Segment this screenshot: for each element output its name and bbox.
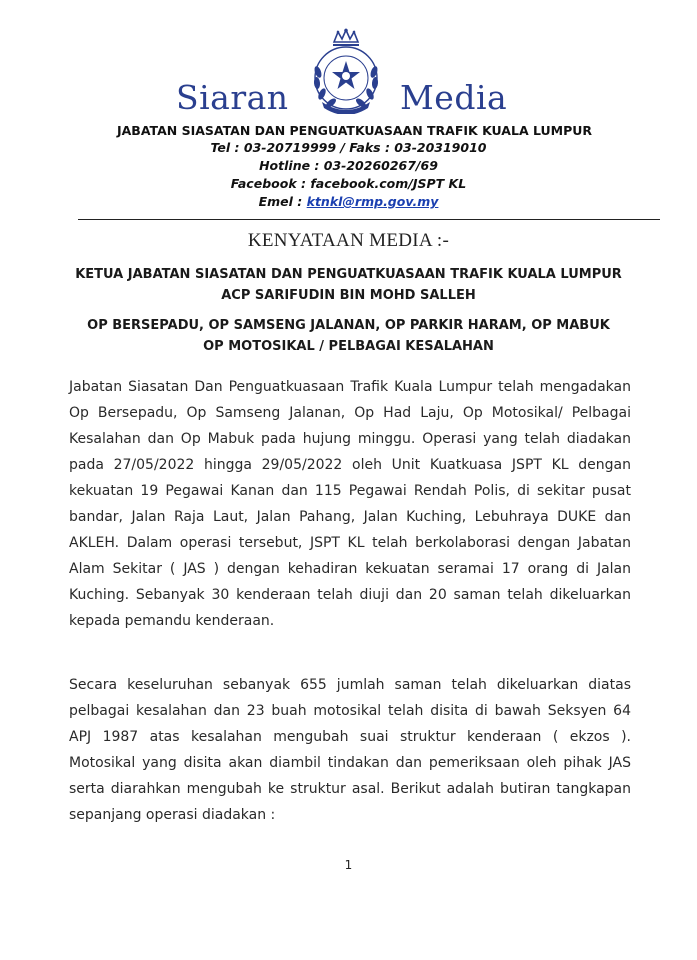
officer-heading — [0, 264, 697, 306]
email-line — [0, 193, 697, 211]
body-paragraph-2: Secara keseluruhan sebanyak 655 jumlah saman telah dikeluarkan diatas pelbagai kesalahan dan 23 buah motosikal telah disita di bawah Seksyen 64 APJ 1987 atas kesalahan mengubah suai struktur kenderaan ( ekzos ). Motosikal yang disita akan diambil tindakan dan pemeriksaan oleh pihak JAS serta diarahkan mengubah ke struktur asal. Berikut adalah butiran tangkapan sepanjang operasi diadakan : — [69, 677, 631, 823]
operation-line-2: OP MOTOSIKAL / PELBAGAI KESALAHAN — [203, 339, 494, 354]
masthead — [0, 22, 697, 117]
police-crest-icon — [300, 28, 392, 114]
operation-line-1: OP BERSEPADU, OP SAMSENG JALANAN, OP PARKIR HARAM, OP MABUK — [87, 318, 610, 333]
facebook: Facebook : facebook.com/JSPT KL — [230, 176, 467, 191]
tel-fax: Tel : 03-20719999 / Faks : 03-20319010 — [210, 140, 487, 155]
header-divider — [78, 219, 660, 220]
brand-media: Media — [400, 78, 508, 117]
statement-title: KENYATAAN MEDIA :- — [247, 230, 450, 251]
brand-siaran: Siaran — [176, 78, 289, 117]
hotline: Hotline : 03-20260267/69 — [259, 158, 438, 173]
organization-name: JABATAN SIASATAN DAN PENGUATKUASAAN TRAFIK KUALA LUMPUR — [116, 123, 593, 138]
page-number: 1 — [344, 858, 353, 872]
operation-heading — [0, 315, 697, 357]
email-link[interactable]: ktnkl@rmp.gov.my — [306, 194, 439, 209]
officer-name: ACP SARIFUDIN BIN MOHD SALLEH — [221, 288, 476, 303]
email-label: Emel : — [258, 194, 303, 209]
contact-block — [0, 122, 697, 211]
body-paragraph-1: Jabatan Siasatan Dan Penguatkuasaan Trafik Kuala Lumpur telah mengadakan Op Bersepadu, Op Samseng Jalanan, Op Had Laju, Op Motosikal/ Pelbagai Kesalahan dan Op Mabuk pada hujung minggu. Operasi yang telah diadakan pada 27/05/2022 hingga 29/05/2022 oleh Unit Kuatkuasa JSPT KL dengan kekuatan 19 Pegawai Kanan dan 115 Pegawai Rendah Polis, di sekitar pusat bandar, Jalan Raja Laut, Jalan Pahang, Jalan Kuching, Lebuhraya DUKE dan AKLEH. Dalam operasi tersebut, JSPT KL telah berkolaborasi dengan Jabatan Alam Sekitar ( JAS ) dengan kehadiran kekuatan seramai 17 orang di Jalan Kuching. Sebanyak 30 kenderaan telah diuji dan 20 saman telah dikeluarkan kepada pemandu kenderaan. — [69, 379, 631, 629]
officer-title: KETUA JABATAN SIASATAN DAN PENGUATKUASAAN TRAFIK KUALA LUMPUR — [75, 267, 622, 282]
